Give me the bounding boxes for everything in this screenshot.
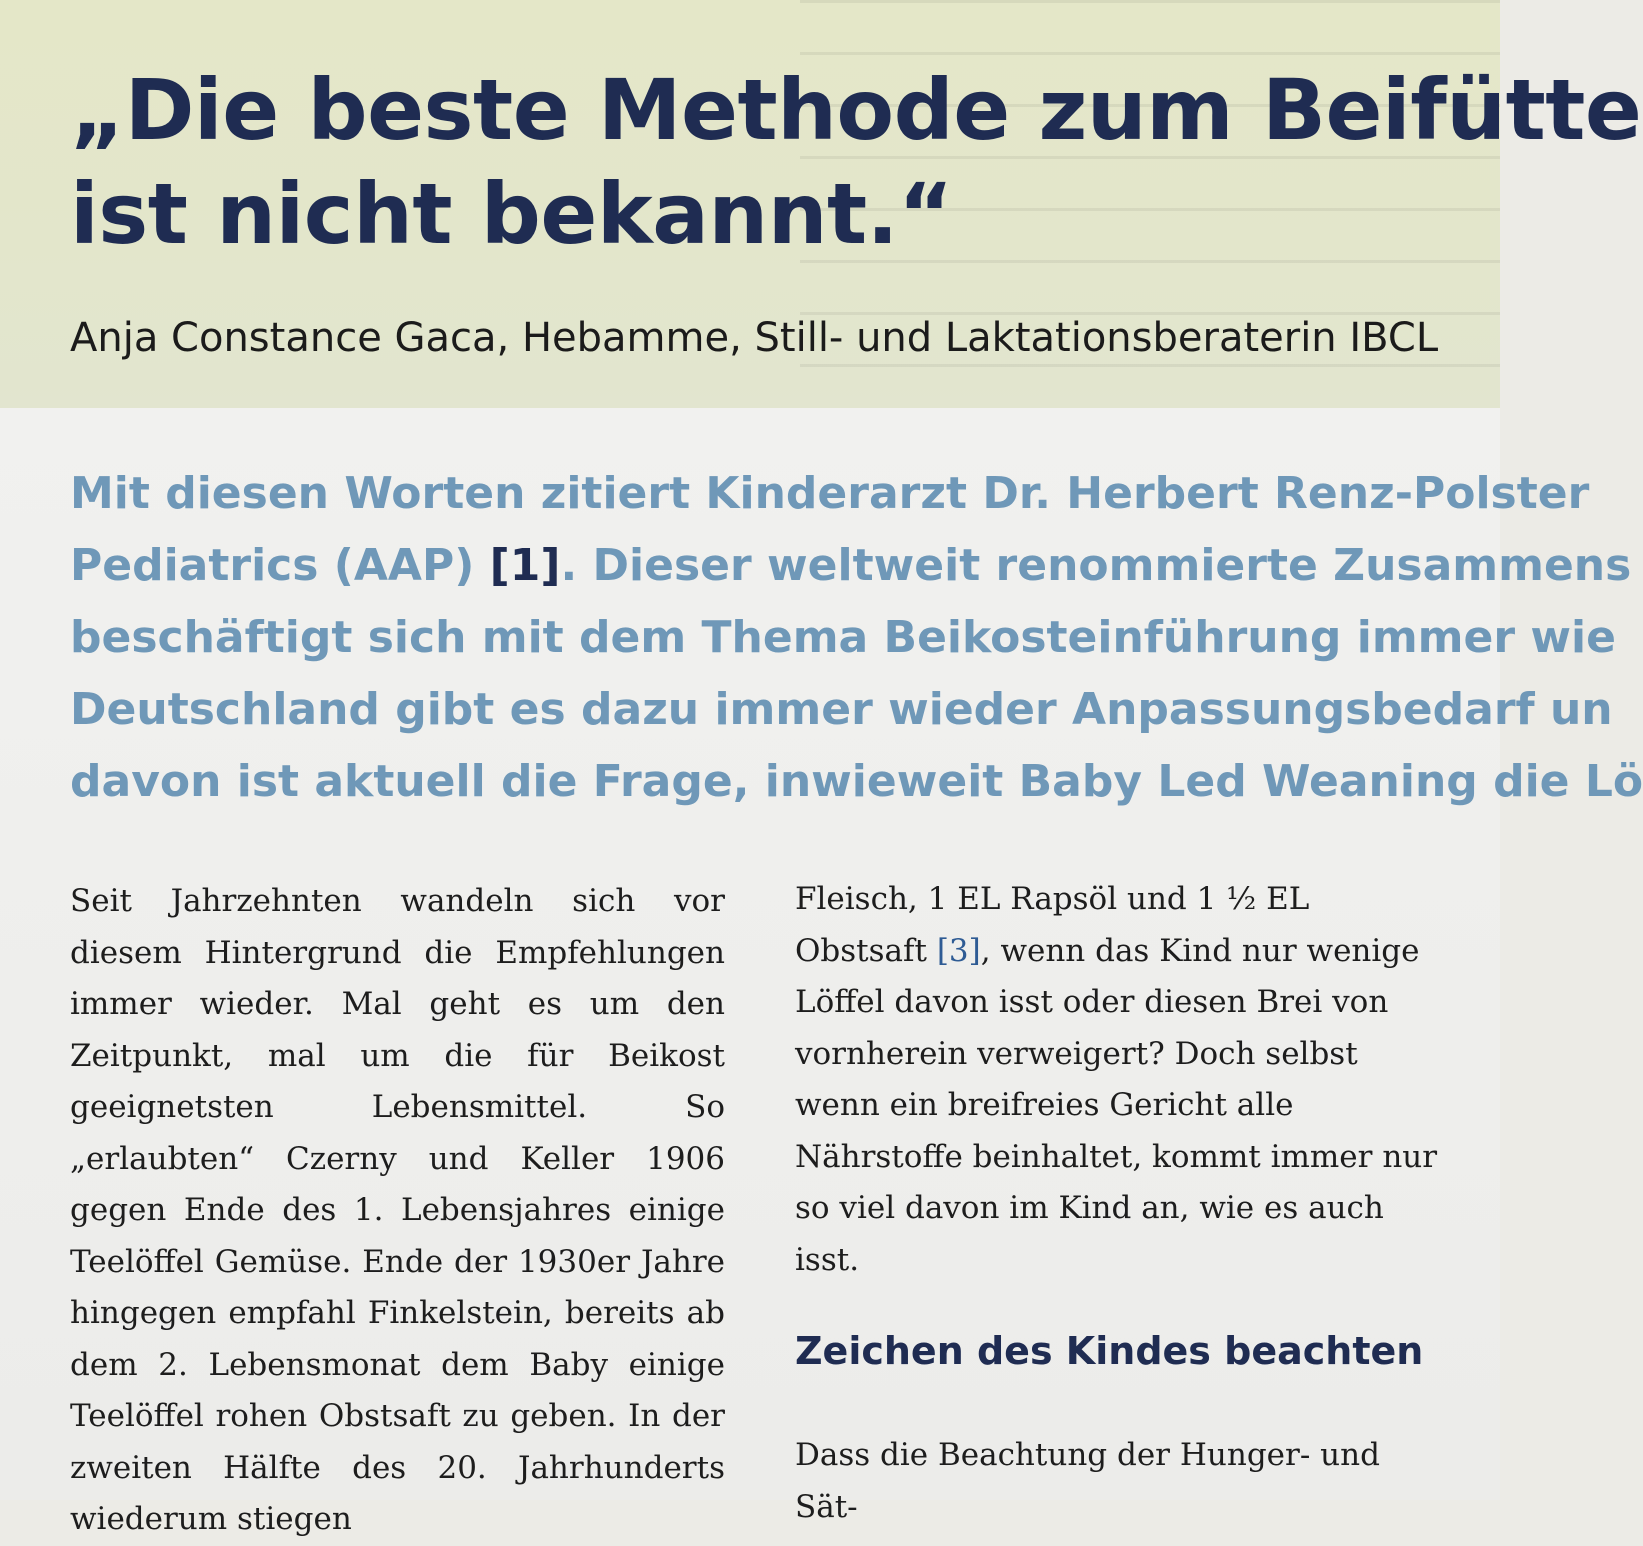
lead-line-5: davon ist aktuell die Frage, inwieweit Baby Led Weaning die Lö [70, 756, 1643, 807]
body-column-right [795, 874, 1445, 1286]
body-right-text-b: , wenn das Kind nur wenige Löffel davon isst oder diesen Brei von vornherein verweigert? Doch selbst wenn ein breifreies Gericht alle Nährstoffe beinhaltet, kommt immer nur so viel davon im Kind an, wie es auch isst. [795, 932, 1438, 1278]
lead-paragraph [70, 458, 1643, 818]
body-right-reference: [3] [936, 932, 981, 969]
body-paragraph-left: Seit Jahrzehnten wandeln sich vor diesem Hintergrund die Empfehlungen immer wieder. Mal geht es um den Zeitpunkt, mal um die für Beikost geeignetsten Lebensmittel. So „erlaubten“ Czerny und Keller 1906 gegen Ende des 1. Lebensjahres einige Teelöffel Gemüse. Ende der 1930er Jahre hingegen empfahl Finkelstein, bereits ab dem 2. Lebensmonat dem Baby einige Teelöffel rohen Obstsaft zu geben. In der zweiten Hälfte des 20. Jahrhunderts wiederum stiegen [70, 883, 725, 1537]
body-right-text-a: Fleisch, 1 EL Rapsöl und 1 ½ EL Obstsaft [795, 881, 1310, 969]
body-paragraph-right [795, 874, 1445, 1286]
title-line-1: „Die beste Methode zum Beifütte [70, 61, 1642, 159]
author-byline: Anja Constance Gaca, Hebamme, Still- und Laktationsberaterin IBCL [70, 315, 1439, 361]
body-paragraph-continued: Dass die Beachtung der Hunger- und Sät- [795, 1437, 1380, 1525]
lead-reference: [1] [489, 540, 561, 591]
body-column-left [70, 876, 725, 1546]
title-line-2: ist nicht bekannt.“ [70, 165, 953, 263]
article-title [70, 58, 1642, 266]
lead-line-1: Mit diesen Worten zitiert Kinderarzt Dr. Herbert Renz-Polster [70, 468, 1590, 519]
lead-line-3: beschäftigt sich mit dem Thema Beikosteinführung immer wie [70, 612, 1616, 663]
lead-line-4: Deutschland gibt es dazu immer wieder Anpassungsbedarf un [70, 684, 1613, 735]
lead-line-2-text-a: Pediatrics (AAP) [70, 540, 490, 591]
section-heading: Zeichen des Kindes beachten [795, 1329, 1424, 1373]
lead-line-2 [70, 530, 1643, 602]
lead-line-2-text-b: . Dieser weltweit renommierte Zusammens [560, 540, 1632, 591]
